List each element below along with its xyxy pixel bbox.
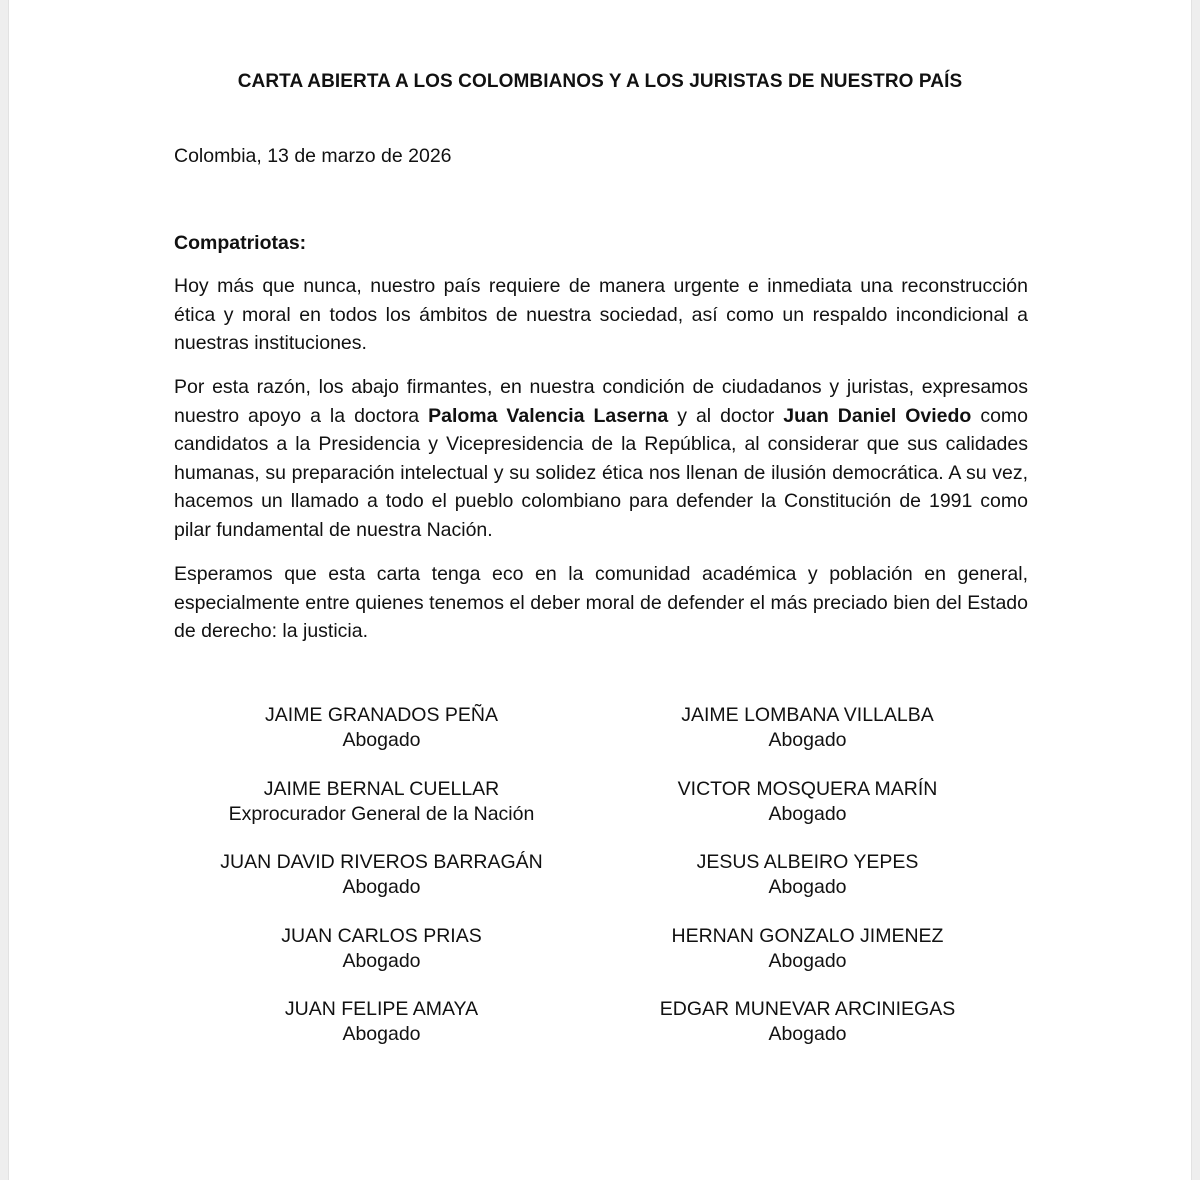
signatures-block	[174, 703, 1028, 1071]
signature-item	[594, 924, 1021, 998]
signatory-role: Abogado	[342, 1023, 421, 1045]
paragraph-2	[174, 373, 1028, 545]
signatory-role: Abogado	[342, 876, 421, 898]
signature-item	[168, 703, 595, 777]
paragraph-3: Esperamos que esta carta tenga eco en la comunidad académica y población en general, especialmente entre quienes tenemos el deber moral de defender el más preciado bien del Estado de derecho: la justicia.	[174, 563, 1028, 643]
signature-item	[594, 777, 1021, 851]
signatory-name: JAIME BERNAL CUELLAR	[263, 777, 500, 800]
signature-item	[168, 850, 595, 924]
candidate-name-president: Paloma Valencia Laserna	[428, 404, 669, 427]
signatory-role: Abogado	[768, 1023, 847, 1045]
signature-item	[168, 777, 595, 851]
date-line: Colombia, 13 de marzo de 2026	[174, 145, 452, 167]
signatory-name: JUAN CARLOS PRIAS	[281, 924, 482, 947]
signature-item	[168, 997, 595, 1071]
letter-title: CARTA ABIERTA A LOS COLOMBIANOS Y A LOS JURISTAS DE NUESTRO PAÍS	[237, 71, 963, 92]
paragraph-2-text-1: Por esta razón, los abajo firmantes, en nuestra condición de ciudadanos y juristas, expresamos nuestro apoyo a la doctora	[174, 376, 1028, 427]
signatory-name: JUAN FELIPE AMAYA	[284, 998, 479, 1020]
signatory-name: HERNAN GONZALO JIMENEZ	[671, 924, 944, 947]
signature-item	[594, 850, 1021, 924]
signature-item	[594, 703, 1021, 777]
signatory-name: JUAN DAVID RIVEROS BARRAGÁN	[220, 851, 543, 873]
document-page	[8, 0, 1192, 1180]
salutation: Compatriotas:	[174, 232, 307, 254]
signatory-name: VICTOR MOSQUERA MARÍN	[677, 777, 938, 800]
signatory-name: JAIME GRANADOS PEÑA	[265, 704, 498, 726]
signatory-role: Abogado	[768, 802, 847, 825]
signature-item	[168, 924, 595, 998]
signatory-name: JESUS ALBEIRO YEPES	[696, 851, 919, 873]
signatory-role: Abogado	[768, 876, 847, 898]
signatory-role: Exprocurador General de la Nación	[228, 802, 535, 825]
paragraph-2-text-2: y al doctor	[668, 404, 784, 427]
signatory-role: Abogado	[768, 949, 847, 972]
paragraph-2-text-3: como candidatos a la Presidencia y Vicepresidencia de la República, al considerar que sus calidades humanas, su preparación intelectual y su solidez ética nos llenan de ilusión democrática. A su vez, hacemos un llamado a todo el pueblo colombiano para defender la Constitución de 1991 como pilar fundamental de nuestra Nación.	[174, 404, 1028, 541]
signatory-name: EDGAR MUNEVAR ARCINIEGAS	[659, 998, 956, 1020]
candidate-name-vicepresident: Juan Daniel Oviedo	[783, 404, 972, 427]
signatory-role: Abogado	[342, 729, 421, 751]
signatory-role: Abogado	[342, 949, 421, 972]
signatory-role: Abogado	[768, 729, 847, 751]
signature-item	[594, 997, 1021, 1071]
paragraph-1: Hoy más que nunca, nuestro país requiere de manera urgente e inmediata una reconstrucción ética y moral en todos los ámbitos de nuestra sociedad, así como un respaldo incondicional a nuestras instituciones.	[174, 275, 1028, 355]
signatory-name: JAIME LOMBANA VILLALBA	[681, 704, 934, 726]
